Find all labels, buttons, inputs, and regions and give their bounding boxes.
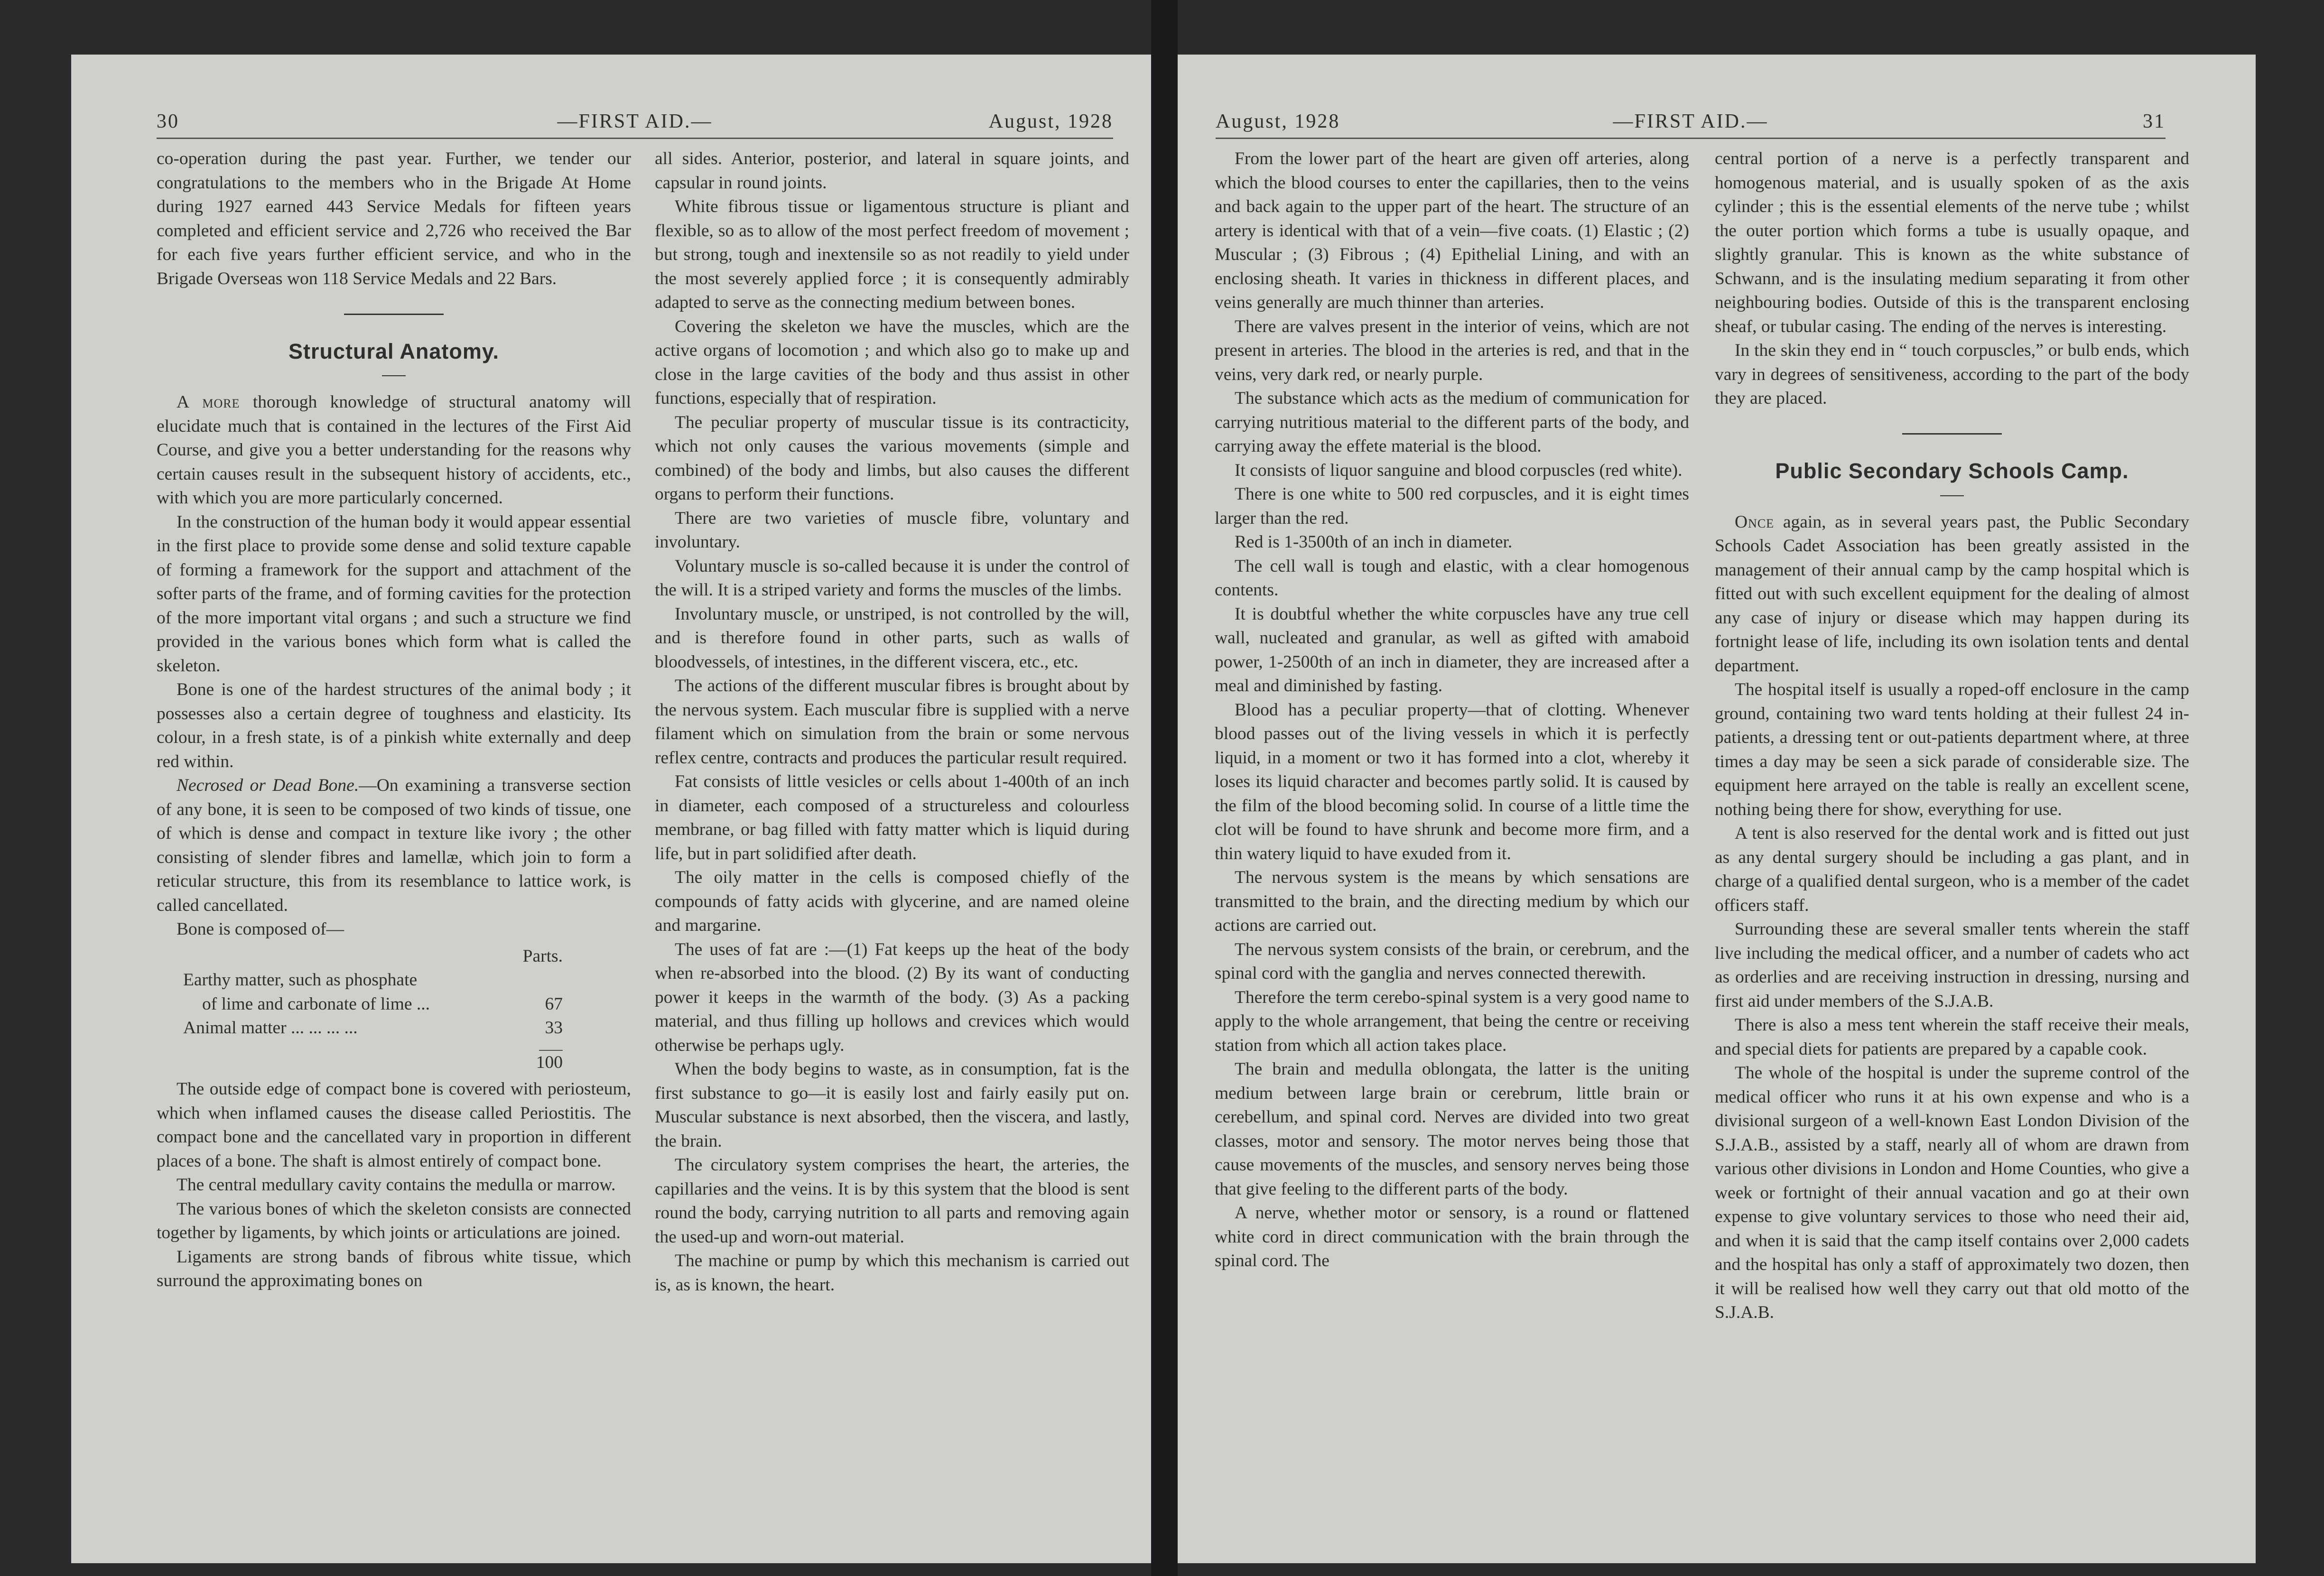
paragraph: The circulatory system comprises the heart, the arteries, the capillaries and the veins. It is by this system that the blood is sent round the body, carrying nutrition to all parts and removing again the used-up and worn-out material. [655, 1155, 1129, 1247]
running-title: —FIRST AID.— [1613, 111, 1768, 132]
lead-in: A more [177, 392, 240, 412]
paragraph: The outside edge of compact bone is covered with periosteum, which when inflamed causes the disease called Periostitis. The compact bone and the cancellated vary in proportion in different places of a bone. The shaft is almost entirely of compact bone. [157, 1079, 631, 1171]
paragraph: Blood has a peculiar property—that of clotting. Whenever blood passes out of the living vessels in which it is perfectly liquid, in a moment or two it has formed into a clot, whereby it loses its liquid character and becomes partly solid. It is caused by the film of the blood becoming solid. In course of a little time the clot will be found to have shrunk and become more firm, and a thin watery liquid to have exuded from it. [1215, 700, 1689, 863]
paragraph: The hospital itself is usually a roped-off enclosure in the camp ground, containing two ward tents holding at their fullest 24 in-patients, a dressing tent or out-patients department where, at three times a day may be seen a sick parade of considerable size. The equipment here arrayed on the table is really an excellent scene, nothing being there for show, everything for use. [1715, 680, 2189, 819]
paragraph: The whole of the hospital is under the supreme control of the medical officer who runs it at his own expense and who is a divisional surgeon of a well-known East London Division of the S.J.A.B., assisted by a staff, nearly all of whom are drawn from various other divisions in London and Home Counties, who give a week or fortnight of their annual vacation and go at their own expense to give voluntary services to those who need their aid, and when it is said that the camp itself contains over 2,000 cadets and the hospital has only a staff of approximately two dozen, then it will be realised how well they carry out that old motto of the S.J.A.B. [1715, 1063, 2189, 1322]
paragraph: central portion of a nerve is a perfectly transparent and homogenous material, and is usually spoken of as the axis cylinder ; this is the essential elements of the nerve tube ; whilst the outer portion which forms a tube is usually opaque, and slightly granular. This is known as the white substance of Schwann, and is the insulating medium separating it from other neighbouring bodies. Outside of this is the transparent enclosing sheaf, or tubular casing. The ending of the nerves is interesting. [1715, 149, 2189, 336]
table-value: 33 [545, 1018, 563, 1038]
paragraph: Ligaments are strong bands of fibrous white tissue, which surround the approximating bones on [157, 1247, 631, 1290]
paragraph: The cell wall is tough and elastic, with a clear homogenous contents. [1215, 556, 1689, 600]
paragraph: Bone is composed of— [177, 919, 344, 939]
paragraph: The oily matter in the cells is composed chiefly of the compounds of fatty acids with glycerine, and are named oleine and margarine. [655, 868, 1129, 935]
paragraph: The nervous system is the means by which sensations are transmitted to the brain, and the directing medium by which our actions are carried out. [1215, 868, 1689, 935]
paragraph-text: again, as in several years past, the Public Secondary Schools Cadet Association has been greatly assisted in the management of their annual camp by the camp hospital which is fitted out with such excellent equipment for the dealing of almost any case of injury or disease which may happen during its fortnight lease of life, including its own isolation tents and dental department. [1715, 512, 2189, 676]
paragraph: Red is 1-3500th of an inch in diameter. [1235, 532, 1513, 552]
paragraph: Therefore the term cerebo-spinal system is a very good name to apply to the whole arrangement, that being the centre or receiving station from which all action takes place. [1215, 987, 1689, 1055]
paragraph: From the lower part of the heart are given off arteries, along which the blood courses to enter the capillaries, then to the veins and back again to the upper part of the heart. The structure of an artery is identical with that of a vein—five coats. (1) Elastic ; (2) Muscular ; (3) Fibrous ; (4) Epithelial Lining, and with an enclosing sheath. It varies in thickness in different places, and veins generally are much thinner than arteries. [1215, 149, 1689, 312]
paragraph [1715, 510, 2189, 678]
issue-date: August, 1928 [1216, 111, 1340, 132]
paragraph: The substance which acts as the medium of communication for carrying nutritious material to the different parts of the body, and carrying away the effete material is the blood. [1215, 389, 1689, 456]
paragraph: co-operation during the past year. Further, we tender our congratulations to the members who in the Brigade At Home during 1927 earned 443 Service Medals for fifteen years completed and efficient service and 2,726 who received the Bar for each five years further efficient service, and who in the Brigade Overseas won 118 Service Medals and 22 Bars. [157, 149, 631, 288]
issue-date: August, 1928 [988, 111, 1113, 132]
table-cell: Animal matter ... ... ... ... [183, 1018, 358, 1038]
paragraph: Bone is one of the hardest structures of the animal body ; it possesses also a certain degree of toughness and elasticity. Its colour, in a fresh state, is of a pinkish white externally and deep red within. [157, 680, 631, 771]
italic-lead: Necrosed or Dead Bone. [177, 776, 359, 795]
column-2 [1715, 147, 2189, 1325]
book-gutter [1151, 0, 1178, 1576]
paragraph: White fibrous tissue or ligamentous structure is pliant and flexible, so as to allow of the most perfect freedom of movement ; but strong, tough and inextensile so as not readily to yield under the most severely applied force ; it is consequently admirably adapted to serve as the connecting medium between bones. [655, 197, 1129, 312]
bone-composition-table [183, 945, 601, 1075]
paragraph: There is also a mess tent wherein the staff receive their meals, and special diets for patients are prepared by a capable cook. [1715, 1015, 2189, 1059]
page-number: 30 [157, 111, 179, 132]
heading-dash [157, 366, 631, 376]
column-1 [1215, 147, 1689, 1273]
paragraph: Voluntary muscle is so-called because it is under the control of the will. It is a striped variety and forms the muscles of the limbs. [655, 556, 1129, 600]
column-1 [157, 147, 631, 1293]
article-heading: Structural Anatomy. [288, 339, 500, 363]
table-cell: of lime and carbonate of lime ... [202, 994, 430, 1014]
paragraph [157, 774, 631, 918]
right-page [1178, 55, 2256, 1563]
paragraph: The nervous system consists of the brain, or cerebrum, and the spinal cord with the ganglia and nerves connected therewith. [1215, 939, 1689, 983]
paragraph: Surrounding these are several smaller tents wherein the staff live including the medical officer, and a number of cadets who act as orderlies and are receiving instruction in dressing, nursing and first aid under members of the S.J.A.B. [1715, 919, 2189, 1011]
table-cell: Earthy matter, such as phosphate [183, 970, 418, 990]
paragraph: Involuntary muscle, or unstriped, is not controlled by the will, and is therefore found in other parts, such as walls of bloodvessels, of intestines, in the different viscera, etc., etc. [655, 604, 1129, 672]
paragraph: It consists of liquor sanguine and blood corpuscles (red white). [1235, 460, 1683, 480]
paragraph: A nerve, whether motor or sensory, is a round or flattened white cord in direct communication with the brain through the spinal cord. The [1215, 1203, 1689, 1270]
running-title: —FIRST AID.— [557, 111, 713, 132]
table-value: 67 [545, 994, 563, 1014]
heading-dash [1715, 486, 2189, 496]
paragraph: It is doubtful whether the white corpuscles have any true cell wall, nucleated and granular, as well as gifted with amaboid power, 1-2500th of an inch in diameter, they are increased after a meal and diminished by fasting. [1215, 604, 1689, 695]
paragraph: all sides. Anterior, posterior, and lateral in square joints, and capsular in round joints. [655, 149, 1129, 193]
paragraph: Fat consists of little vesicles or cells about 1-400th of an inch in diameter, each composed of a structureless and colourless membrane, or bag filled with fatty matter which is liquid during life, but in part solidified after death. [655, 772, 1129, 863]
paragraph: There is one white to 500 red corpuscles, and it is eight times larger than the red. [1215, 484, 1689, 528]
running-header [1216, 104, 2166, 139]
paragraph: In the construction of the human body it would appear essential in the first place to provide some dense and solid texture capable of forming a framework for the support and attachment of the softer parts of the frame, and of forming cavities for the protection of the more important vital organs ; and such a structure we find provided in the various bones which form what is called the skeleton. [157, 512, 631, 676]
column-2 [655, 147, 1129, 1297]
table-header: Parts. [522, 946, 563, 966]
paragraph: The uses of fat are :—(1) Fat keeps up the heat of the body when re-absorbed into the blood. (2) By its want of conducting power it keeps in the warmth of the body. (3) As a packing material, and thus filling up hollows and crevices which would otherwise be perhaps ugly. [655, 939, 1129, 1055]
paragraph: A tent is also reserved for the dental work and is fitted out just as any dental surgery should be including a gas plant, and in charge of a qualified dental surgeon, who is a member of the cadet officers staff. [1715, 824, 2189, 915]
paragraph: In the skin they end in “ touch corpuscles,” or bulb ends, which vary in degrees of sensitiveness, according to the part of the body they are placed. [1715, 341, 2189, 408]
table-total: 100 [536, 1052, 563, 1072]
article-heading: Public Secondary Schools Camp. [1775, 459, 2129, 483]
paragraph: The actions of the different muscular fibres is brought about by the nervous system. Each muscular fibre is supplied with a nerve filament which on simulation from the brain or some nervous reflex centre, contracts and produces the particular result required. [655, 676, 1129, 768]
paragraph: When the body begins to waste, as in consumption, fat is the first substance to go—it is easily lost and fairly easily put on. Muscular substance is next absorbed, then the viscera, and lastly, the brain. [655, 1059, 1129, 1151]
section-divider [1715, 421, 2189, 445]
running-header [157, 104, 1113, 139]
section-divider [157, 301, 631, 325]
page-number: 31 [2143, 111, 2166, 132]
paragraph-text: —On examining a transverse section of any bone, it is seen to be composed of two kinds of tissue, one of which is dense and compact in texture like ivory ; the other consisting of slender fibres and lamellæ, which join to form a reticular structure, this from its resemblance to lattice work, is called cancellated. [157, 776, 631, 915]
left-page [71, 55, 1151, 1563]
paragraph: Covering the skeleton we have the muscles, which are the active organs of locomotion ; and which also go to make up and close in the large cavities of the body and thus assist in other functions, especially that of respiration. [655, 316, 1129, 408]
paragraph: There are valves present in the interior of veins, which are not present in arteries. The blood in the arteries is red, and that in the veins, very dark red, or nearly purple. [1215, 316, 1689, 384]
paragraph: The central medullary cavity contains the medulla or marrow. [177, 1175, 616, 1195]
paragraph: The peculiar property of muscular tissue is its contracticity, which not only causes the various movements (simple and combined) of the body and limbs, but also causes the different organs to perform their functions. [655, 412, 1129, 504]
paragraph: The machine or pump by which this mechanism is carried out is, as is known, the heart. [655, 1251, 1129, 1295]
paragraph-text: thorough knowledge of structural anatomy will elucidate much that is contained in the lectures of the First Aid Course, and give you a better understanding for the reasons why certain causes result in the subsequent history of accidents, etc., with which you are more particularly concerned. [157, 392, 631, 508]
paragraph: The brain and medulla oblongata, the latter is the uniting medium between large brain or cerebrum, little brain or cerebellum, and spinal cord. Nerves are divided into two great classes, motor and sensory. The motor nerves being those that cause movements of the muscles, and sensory nerves being those that give feeling to the different parts of the body. [1215, 1059, 1689, 1199]
paragraph: There are two varieties of muscle fibre, voluntary and involuntary. [655, 508, 1129, 552]
paragraph: The various bones of which the skeleton consists are connected together by ligaments, by which joints or articulations are joined. [157, 1199, 631, 1242]
paragraph [157, 390, 631, 510]
lead-in: Once [1735, 512, 1775, 532]
